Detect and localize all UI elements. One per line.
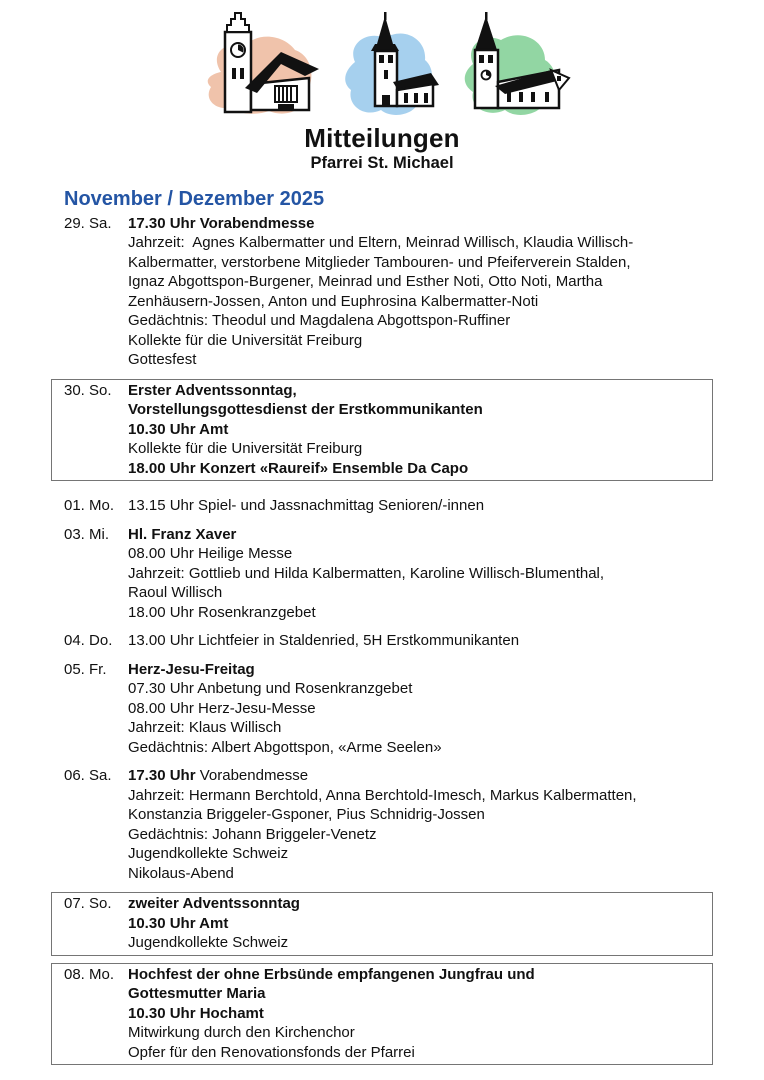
entry-line xyxy=(128,603,703,623)
entry-line xyxy=(128,914,702,934)
entry-date: 01. Mo. xyxy=(64,497,115,515)
entry-line xyxy=(128,233,703,253)
entry-text-bold: Herz-Jesu-Freitag xyxy=(128,660,255,678)
entry-text-bold: zweiter Adventssonntag xyxy=(128,895,300,913)
entry-text-bold: Vorstellungsgottesdienst der Erstkommunikanten xyxy=(128,401,483,419)
schedule-entry xyxy=(51,379,713,482)
entry-line xyxy=(128,679,703,699)
entry-text: Nikolaus-Abend xyxy=(128,864,234,882)
entry-text: Kalbermatter, verstorbene Mitglieder Tambouren- und Pfeiferverein Stalden, xyxy=(128,253,631,271)
entry-line xyxy=(128,583,703,603)
bulletin-header xyxy=(0,0,764,174)
entry-line xyxy=(128,864,703,884)
entry-text-bold: 10.30 Uhr Amt xyxy=(128,420,229,438)
entry-line xyxy=(128,564,703,584)
entry-text: Gedächtnis: Johann Briggeler-Venetz xyxy=(128,825,377,843)
entry-text: 08.00 Uhr Heilige Messe xyxy=(128,545,293,563)
entry-line xyxy=(128,660,703,680)
entry-line xyxy=(128,965,702,985)
entry-text: Jugendkollekte Schweiz xyxy=(128,845,289,863)
entry-line xyxy=(128,439,702,459)
entry-text-bold: 18.00 Uhr Konzert «Raureif» Ensemble Da Capo xyxy=(128,459,469,477)
entry-line xyxy=(128,933,702,953)
steeple-church-icon xyxy=(329,10,441,122)
entry-line xyxy=(128,718,703,738)
entry-date: 29. Sa. xyxy=(64,214,112,232)
entry-line xyxy=(128,214,703,234)
schedule-list xyxy=(51,214,713,1066)
entry-text-bold: 10.30 Uhr Amt xyxy=(128,914,229,932)
entry-text: Jahrzeit: Klaus Willisch xyxy=(128,719,282,737)
entry-line xyxy=(128,1023,702,1043)
entry-date: 04. Do. xyxy=(64,632,113,650)
entry-body xyxy=(128,381,702,479)
entry-text-bold: Gottesmutter Maria xyxy=(128,985,266,1003)
entry-body xyxy=(128,631,703,651)
entry-text: Gedächtnis: Theodul und Magdalena Abgottspon-Ruffiner xyxy=(128,312,511,330)
entry-text-bold: Erster Adventssonntag, xyxy=(128,381,297,399)
entry-text-bold: 17.30 Uhr Vorabendmesse xyxy=(128,214,315,232)
entry-line xyxy=(128,272,703,292)
entry-line xyxy=(128,766,703,786)
entry-date: 03. Mi. xyxy=(64,525,110,543)
entry-line xyxy=(128,825,703,845)
entry-line xyxy=(128,699,703,719)
entry-line xyxy=(128,805,703,825)
entry-text: Ignaz Abgottspon-Burgener, Meinrad und Esther Noti, Otto Noti, Martha xyxy=(128,273,603,291)
entry-text-bold: Hochfest der ohne Erbsünde empfangenen Jungfrau und xyxy=(128,965,535,983)
entry-line xyxy=(128,311,703,331)
schedule-entry xyxy=(51,766,713,883)
entry-line xyxy=(128,420,702,440)
entry-line xyxy=(128,292,703,312)
entry-body xyxy=(128,660,703,758)
month-heading: November / Dezember 2025 xyxy=(64,187,325,210)
entry-date: 30. So. xyxy=(64,381,112,399)
entry-text: 08.00 Uhr Herz-Jesu-Messe xyxy=(128,699,316,717)
side-tower-church-icon xyxy=(447,10,573,122)
entry-body xyxy=(128,766,703,883)
entry-text: Gottesfest xyxy=(128,351,197,369)
schedule-entry xyxy=(51,214,713,370)
page-subtitle: Pfarrei St. Michael xyxy=(310,153,454,172)
entry-text: 07.30 Uhr Anbetung und Rosenkranzgebet xyxy=(128,680,413,698)
entry-text: Jahrzeit: Gottlieb und Hilda Kalbermatten, Karoline Willisch-Blumenthal, xyxy=(128,564,605,582)
entry-text: Jugendkollekte Schweiz xyxy=(128,934,289,952)
entry-text: Vorabendmesse xyxy=(195,767,309,785)
page-title: Mitteilungen xyxy=(304,123,460,153)
entry-body xyxy=(128,894,702,953)
entry-text: Kollekte für die Universität Freiburg xyxy=(128,331,363,349)
entry-line xyxy=(128,400,702,420)
schedule-section xyxy=(51,188,713,1066)
entry-line xyxy=(128,496,703,516)
entry-line xyxy=(128,786,703,806)
entry-text-bold: Hl. Franz Xaver xyxy=(128,525,237,543)
entry-text: 18.00 Uhr Rosenkranzgebet xyxy=(128,603,316,621)
entry-text: Konstanzia Briggeler-Gsponer, Pius Schnidrig-Jossen xyxy=(128,806,485,824)
entry-text: Zenhäusern-Jossen, Anton und Euphrosina Kalbermatter-Noti xyxy=(128,292,539,310)
entry-text: Gedächtnis: Albert Abgottspon, «Arme Seelen» xyxy=(128,738,442,756)
modern-church-icon xyxy=(191,10,323,122)
entry-line xyxy=(128,253,703,273)
entry-line xyxy=(128,350,703,370)
entry-body xyxy=(128,214,703,370)
entry-date: 08. Mo. xyxy=(64,965,115,983)
entry-line xyxy=(128,381,702,401)
entry-line xyxy=(128,459,702,479)
schedule-entry xyxy=(51,892,713,956)
entry-line xyxy=(128,331,703,351)
entry-text: 13.15 Uhr Spiel- und Jassnachmittag Senioren/-innen xyxy=(128,497,485,515)
entry-date: 05. Fr. xyxy=(64,660,107,678)
entry-line xyxy=(128,894,702,914)
entry-body xyxy=(128,496,703,516)
entry-line xyxy=(128,738,703,758)
entry-body xyxy=(128,965,702,1063)
entry-date: 06. Sa. xyxy=(64,767,112,785)
entry-text: Jahrzeit: Hermann Berchtold, Anna Berchtold-Imesch, Markus Kalbermatten, xyxy=(128,786,637,804)
entry-line xyxy=(128,544,703,564)
entry-line xyxy=(128,844,703,864)
churches-illustration xyxy=(0,10,764,122)
schedule-entry xyxy=(51,631,713,651)
entry-text: Mitwirkung durch den Kirchenchor xyxy=(128,1024,355,1042)
entry-line xyxy=(128,1004,702,1024)
entry-text-bold: 10.30 Uhr Hochamt xyxy=(128,1004,264,1022)
entry-line xyxy=(128,984,702,1004)
entry-text: Kollekte für die Universität Freiburg xyxy=(128,440,363,458)
entry-text: Opfer für den Renovationsfonds der Pfarrei xyxy=(128,1043,415,1061)
entry-text: Jahrzeit: Agnes Kalbermatter und Eltern, Meinrad Willisch, Klaudia Willisch- xyxy=(128,234,634,252)
entry-line xyxy=(128,525,703,545)
entry-text: Raoul Willisch xyxy=(128,584,223,602)
schedule-entry xyxy=(51,525,713,623)
entry-body xyxy=(128,525,703,623)
schedule-entry xyxy=(51,496,713,516)
schedule-entry xyxy=(51,660,713,758)
entry-text: 13.00 Uhr Lichtfeier in Staldenried, 5H Erstkommunikanten xyxy=(128,632,520,650)
entry-date: 07. So. xyxy=(64,895,112,913)
entry-line xyxy=(128,1043,702,1063)
entry-text-bold: 17.30 Uhr xyxy=(128,767,196,785)
schedule-entry xyxy=(51,963,713,1066)
entry-line xyxy=(128,631,703,651)
